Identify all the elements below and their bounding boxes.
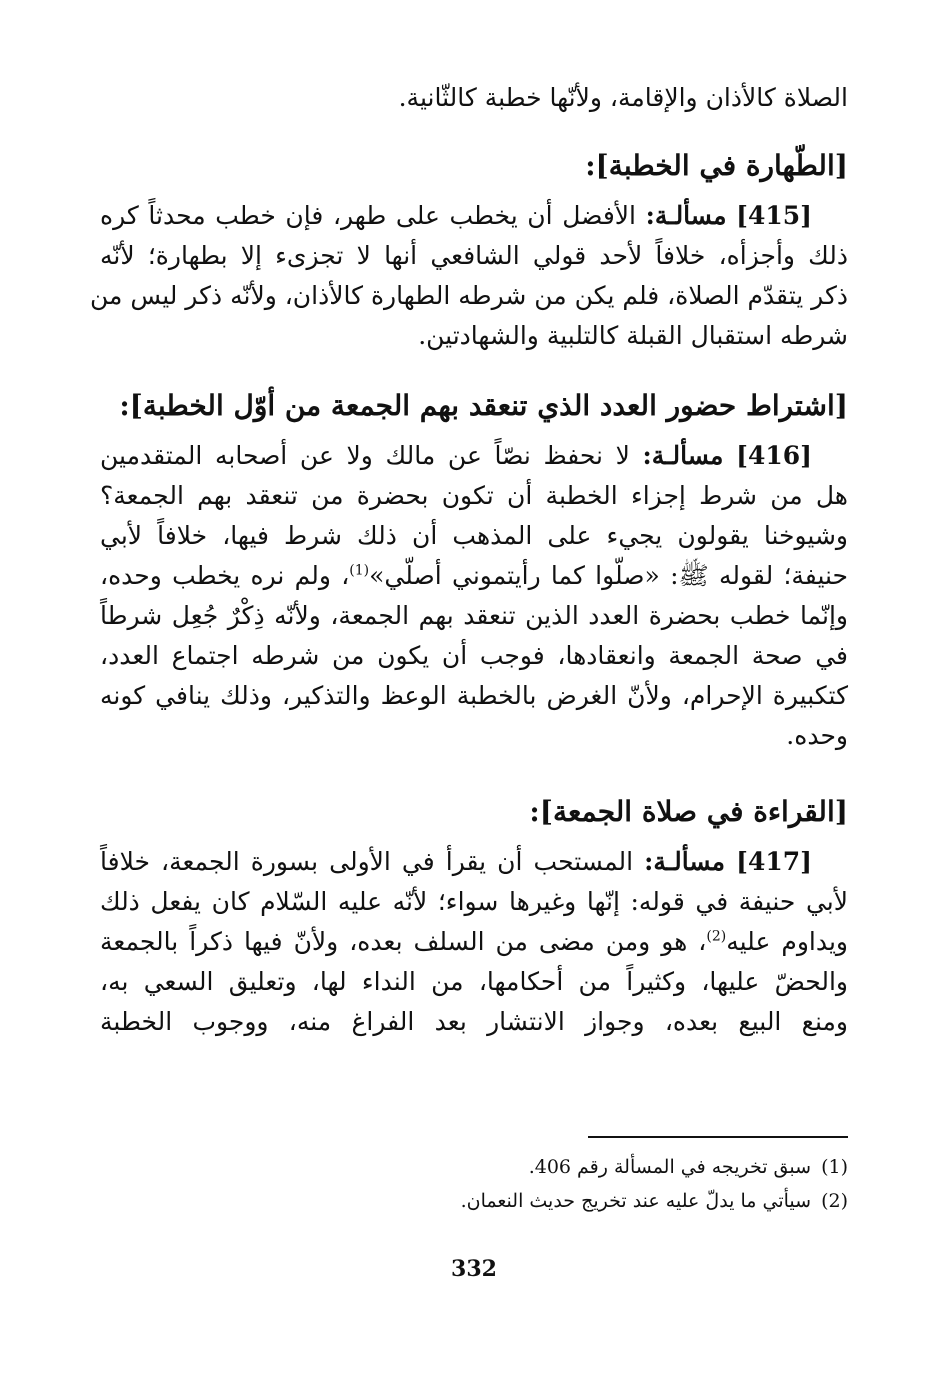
- section-417-line-2: لأبي حنيفة في قوله: إنّها وغيرها سواء؛ لأنّه عليه السّلام كان يفعل ذلك: [100, 887, 848, 916]
- section-415-line-2: ذلك وأجزأه، خلافاً لأحد قولي الشافعي أنها لا تجزىء إلا بطهارة؛ لأنّه: [100, 241, 848, 270]
- issue-number: [417]: [736, 847, 812, 876]
- section-heading-recitation: [القراءة في صلاة الجمعة]:: [529, 795, 848, 828]
- issue-keyword: مسألـة:: [642, 441, 724, 470]
- section-415-line-3: ذكر يتقدّم الصلاة، فلم يكن من شرطه الطهارة كالأذان، ولأنّه ذكر ليس من: [89, 281, 848, 310]
- section-417-line-4: والحضّ عليها، وكثيراً من أحكامها، من النداء لها، وتعليق السعي به،: [100, 967, 848, 996]
- section-heading-purity: [الطّهارة في الخطبة]:: [585, 149, 848, 182]
- section-415-line-4: شرطه استقبال القبلة كالتلبية والشهادتين.: [418, 321, 848, 350]
- issue-keyword: مسألـة:: [644, 847, 726, 876]
- footnote-divider: [588, 1136, 848, 1138]
- section-417-line-1: [100, 842, 848, 882]
- footnote-1: [100, 1150, 848, 1184]
- footnote-number: (1): [821, 1156, 848, 1178]
- section-417-line-5: ومنع البيع بعده، وجواز الانتشار بعد الفراغ منه، ووجوب الخطبة: [100, 1007, 848, 1036]
- footnote-text: سبق تخريجه في المسألة رقم 406.: [528, 1156, 812, 1178]
- footnotes: [100, 1150, 848, 1218]
- line-text: المستحب أن يقرأ في الأولى بسورة الجمعة، خلافاً: [100, 847, 634, 876]
- line-text: حنيفة؛ لقوله ﷺ: «صلّوا كما رأيتموني أصلّي»: [369, 561, 848, 590]
- line-text: ، ولم نره يخطب وحده،: [100, 561, 350, 590]
- line-text: ، هو ومن مضى من السلف بعده، ولأنّ فيها ذكراً بالجمعة: [100, 927, 707, 956]
- footnote-ref-2[interactable]: (2): [706, 928, 727, 945]
- section-416-line-5: وإنّما خطب بحضرة العدد الذين تنعقد بهم الجمعة، ولأنّه ذِكْرٌ جُعِل شرطاً: [100, 601, 848, 630]
- section-416-line-2: هل من شرط إجزاء الخطبة أن تكون بحضرة من تنعقد بهم الجمعة؟: [100, 481, 848, 510]
- section-416-line-3: وشيوخنا يقولون يجيء على المذهب أن ذلك شرط فيها، خلافاً لأبي: [100, 521, 848, 550]
- page-number: 332: [451, 1256, 497, 1282]
- issue-number: [416]: [736, 441, 812, 470]
- section-417-line-3: [100, 922, 848, 962]
- section-416-line-1: [100, 436, 848, 476]
- issue-keyword: مسألـة:: [645, 201, 727, 230]
- footnote-number: (2): [821, 1190, 848, 1212]
- line-text: لا نحفظ نصّاً عن مالك ولا عن أصحابه المتقدمين: [100, 441, 630, 470]
- intro-line: الصلاة كالأذان والإقامة، ولأنّها خطبة كالثّانية.: [398, 83, 848, 112]
- footnote-ref-1[interactable]: (1): [349, 562, 370, 579]
- section-416-line-4: [100, 556, 848, 596]
- section-416-line-7: كتكبيرة الإحرام، ولأنّ الغرض بالخطبة الوعظ والتذكير، وذلك ينافي كونه: [100, 681, 848, 710]
- section-415-line-1: [100, 196, 848, 236]
- line-text: ويداوم عليه: [726, 927, 848, 956]
- section-heading-attendance: [اشتراط حضور العدد الذي تنعقد بهم الجمعة من أوّل الخطبة]:: [119, 389, 848, 422]
- page-body: [89, 78, 848, 1042]
- footnote-2: [100, 1184, 848, 1218]
- section-416-line-8: وحده.: [786, 721, 848, 750]
- footnote-text: سيأتي ما يدلّ عليه عند تخريج حديث النعمان.: [460, 1190, 812, 1212]
- issue-number: [415]: [736, 201, 812, 230]
- section-416-line-6: في صحة الجمعة وانعقادها، فوجب أن يكون من شرطه اجتماع العدد،: [100, 641, 848, 670]
- line-text: الأفضل أن يخطب على طهر، فإن خطب محدثاً كره: [100, 201, 636, 230]
